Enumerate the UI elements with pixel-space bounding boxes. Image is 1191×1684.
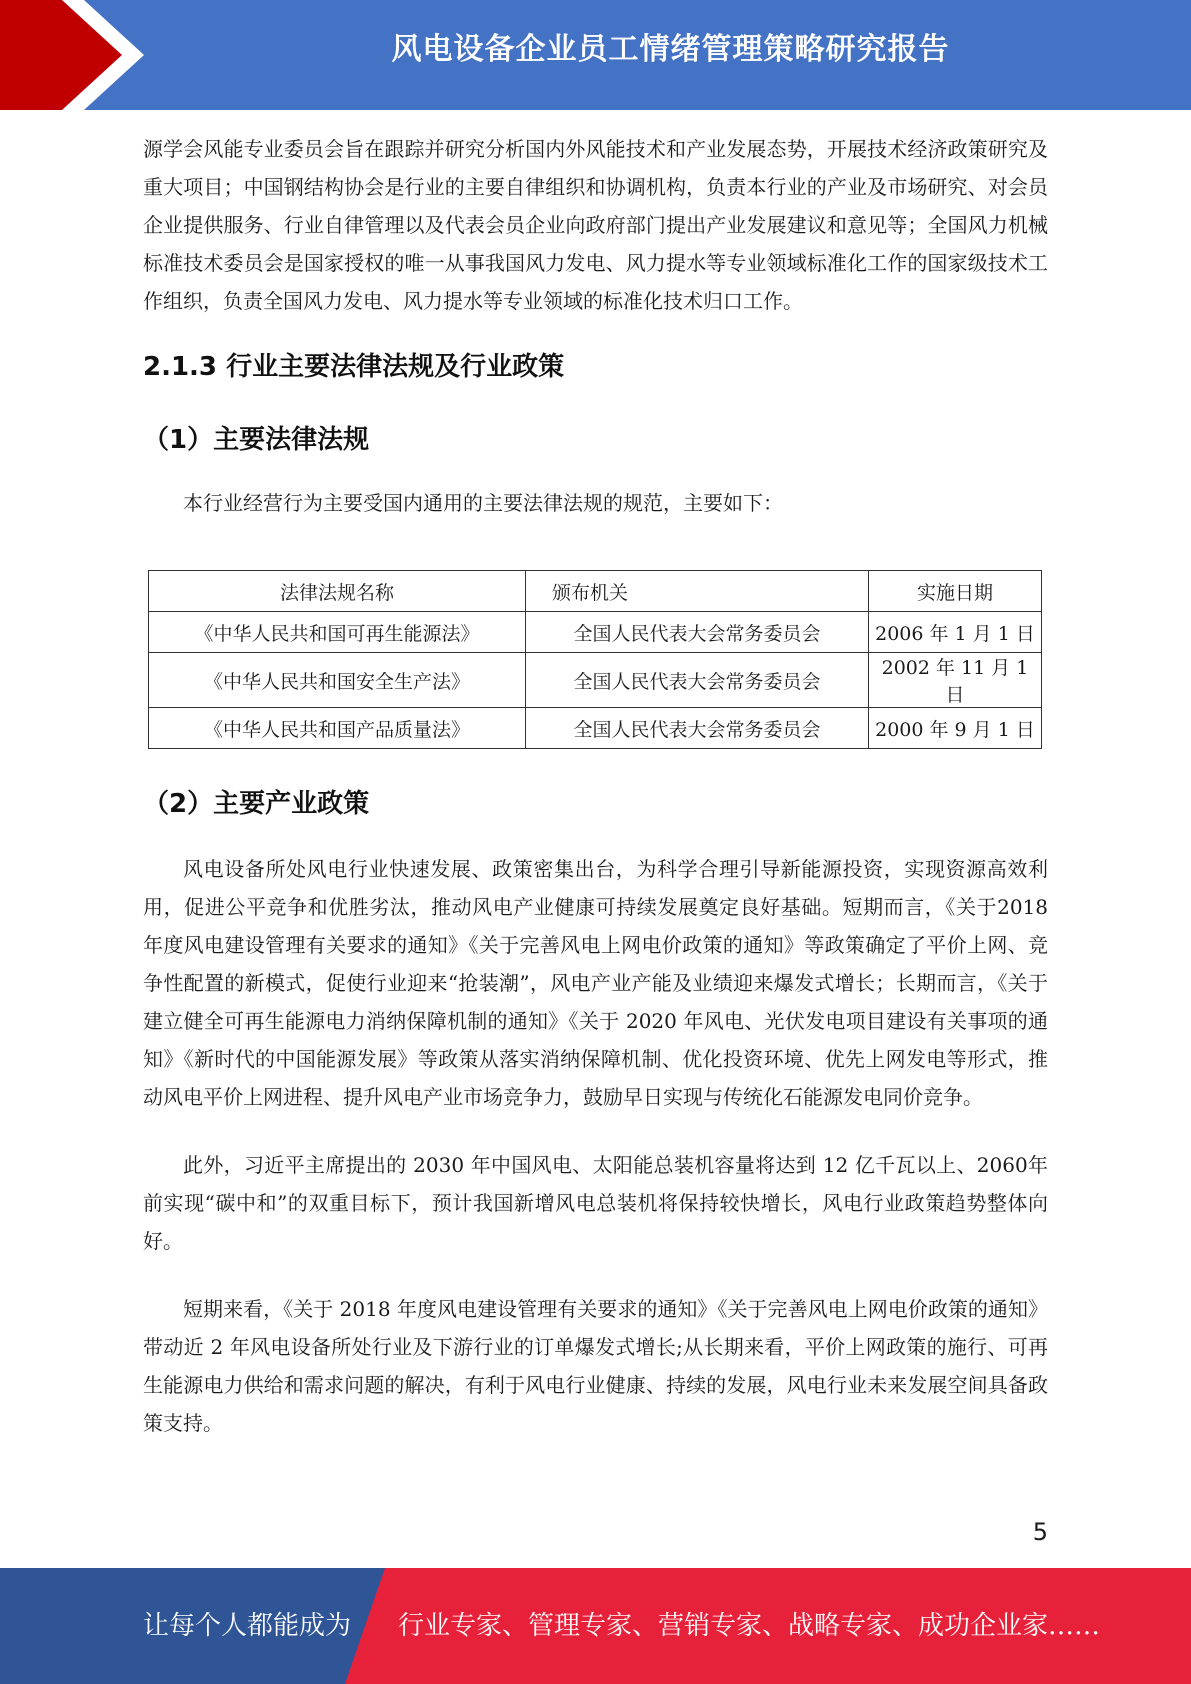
page-content xyxy=(143,130,1048,1442)
table-header-cell: 颁布机关 xyxy=(526,571,869,612)
table-cell: 2002 年 11 月 1 日 xyxy=(869,653,1042,708)
page-number: 5 xyxy=(1032,1518,1048,1546)
table-cell: 全国人民代表大会常务委员会 xyxy=(526,708,869,749)
page-header xyxy=(0,0,1191,110)
laws-lead-paragraph: 本行业经营行为主要受国内通用的主要法律法规的规范，主要如下： xyxy=(183,491,783,515)
footer-slogan-right: 行业专家、管理专家、营销专家、战略专家、成功企业家…… xyxy=(398,1611,1101,1641)
table-cell: 《中华人民共和国安全生产法》 xyxy=(149,653,526,708)
table-cell: 全国人民代表大会常务委员会 xyxy=(526,653,869,708)
table-cell: 2000 年 9 月 1 日 xyxy=(869,708,1042,749)
laws-table xyxy=(148,570,1042,749)
policy-paragraph-3: 短期来看，《关于 2018 年度风电建设管理有关要求的通知》《关于完善风电上网电价政策的通知》带动近 2 年风电设备所处行业及下游行业的订单爆发式增长;从长期来看，平价上网政策的施行、可再生能源电力供给和需求问题的解决，有利于风电行业健康、持续的发展，风电行业未来发展空间具备政策支持。 xyxy=(143,1297,1048,1435)
section-title: 2.1.3 行业主要法律法规及行业政策 xyxy=(143,352,565,382)
footer-slogan-left: 让每个人都能成为 xyxy=(143,1611,352,1641)
table-cell: 《中华人民共和国产品质量法》 xyxy=(149,708,526,749)
report-title: 风电设备企业员工情绪管理策略研究报告 xyxy=(391,32,950,67)
table-header-cell: 法律法规名称 xyxy=(149,571,526,612)
table-cell: 《中华人民共和国可再生能源法》 xyxy=(149,612,526,653)
table-header-cell: 实施日期 xyxy=(869,571,1042,612)
page-footer xyxy=(0,1568,1191,1684)
subsection-laws-title: （1）主要法律法规 xyxy=(143,425,370,455)
table-cell: 2006 年 1 月 1 日 xyxy=(869,612,1042,653)
policy-paragraph-2: 此外，习近平主席提出的 2030 年中国风电、太阳能总装机容量将达到 12 亿千瓦以上、2060年前实现“碳中和”的双重目标下，预计我国新增风电总装机将保持较快增长，风电行业政策趋势整体向好。 xyxy=(143,1153,1048,1253)
policy-paragraph-1: 风电设备所处风电行业快速发展、政策密集出台，为科学合理引导新能源投资，实现资源高效利用，促进公平竞争和优胜劣汰，推动风电产业健康可持续发展奠定良好基础。短期而言，《关于2018 年度风电建设管理有关要求的通知》《关于完善风电上网电价政策的通知》等政策确定了平价上网、竞争性配置的新模式，促使行业迎来“抢装潮”，风电产业产能及业绩迎来爆发式增长；长期而言，《关于建立健全可再生能源电力消纳保障机制的通知》《关于 2020 年风电、光伏发电项目建设有关事项的通知》《新时代的中国能源发展》等政策从落实消纳保障机制、优化投资环境、优先上网发电等形式，推动风电平价上网进程、提升风电产业市场竞争力，鼓励早日实现与传统化石能源发电同价竞争。 xyxy=(143,857,1048,1109)
header-arrow-decoration xyxy=(0,0,160,110)
table-cell: 全国人民代表大会常务委员会 xyxy=(526,612,869,653)
subsection-policy-title: （2）主要产业政策 xyxy=(143,789,370,819)
table-row xyxy=(149,708,1042,749)
table-row xyxy=(149,612,1042,653)
table-row xyxy=(149,653,1042,708)
table-header-row xyxy=(149,571,1042,612)
intro-paragraph: 源学会风能专业委员会旨在跟踪并研究分析国内外风能技术和产业发展态势，开展技术经济政策研究及重大项目；中国钢结构协会是行业的主要自律组织和协调机构，负责本行业的产业及市场研究、对会员企业提供服务、行业自律管理以及代表会员企业向政府部门提出产业发展建议和意见等；全国风力机械标准技术委员会是国家授权的唯一从事我国风力发电、风力提水等专业领域标准化工作的国家级技术工作组织，负责全国风力发电、风力提水等专业领域的标准化技术归口工作。 xyxy=(143,137,1048,313)
